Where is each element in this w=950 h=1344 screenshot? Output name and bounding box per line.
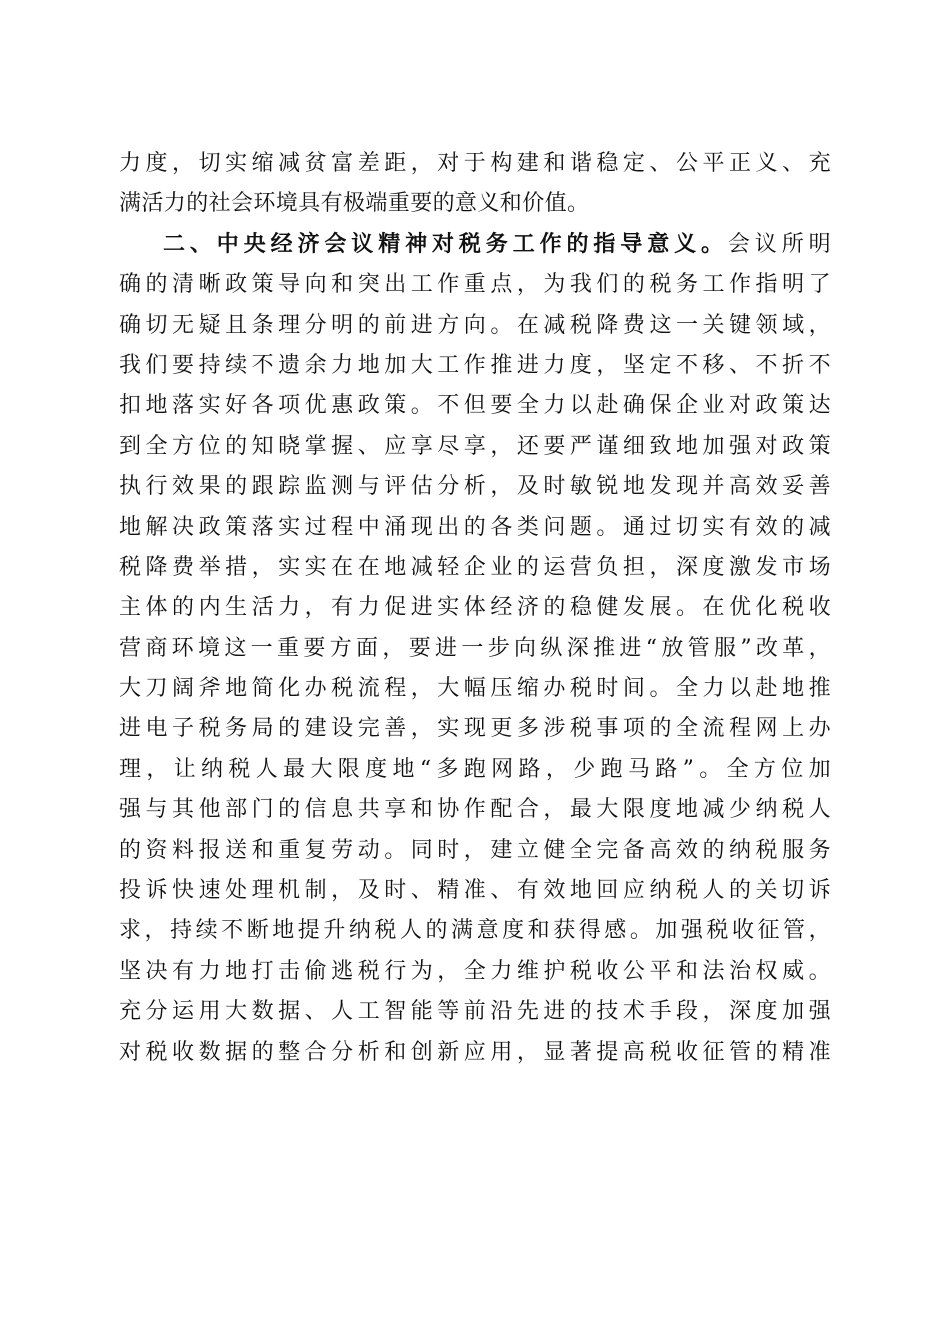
text-line: 扣地落实好各项优惠政策。不但要全力以赴确保企业对政策达 — [119, 393, 831, 419]
text-line: 确的清晰政策导向和突出工作重点，为我们的税务工作指明了 — [119, 272, 831, 298]
text-line: 到全方位的知晓掌握、应享尽享，还要严谨细致地加强对政策 — [119, 433, 831, 459]
text-line: 大刀阔斧地简化办税流程，大幅压缩办税时间。全力以赴地推 — [119, 676, 831, 702]
text-line: 的资料报送和重复劳动。同时，建立健全完备高效的纳税服务 — [119, 837, 831, 863]
text-line: 投诉快速处理机制，及时、精准、有效地回应纳税人的关切诉 — [119, 878, 831, 904]
paragraph-lead-text: 会议所明 — [727, 231, 831, 257]
text-line: 对税收数据的整合分析和创新应用，显著提高税收征管的精准 — [119, 1039, 831, 1065]
text-line: 力度，切实缩减贫富差距，对于构建和谐稳定、公平正义、充 — [119, 151, 831, 176]
text-line: 坚决有力地打击偷逃税行为，全力维护税收公平和法治权威。 — [119, 958, 831, 984]
text-line: 强与其他部门的信息共享和协作配合，最大限度地减少纳税人 — [119, 797, 831, 823]
section-heading-line — [119, 225, 831, 265]
text-line: 进电子税务局的建设完善，实现更多涉税事项的全流程网上办 — [119, 716, 831, 742]
text-line: 执行效果的跟踪监测与评估分析，及时敏锐地发现并高效妥善 — [119, 474, 831, 500]
text-line: 地解决政策落实过程中涌现出的各类问题。通过切实有效的减 — [119, 514, 831, 540]
section-heading: 二、中央经济会议精神对税务工作的指导意义。 — [163, 231, 728, 257]
text-line: 充分运用大数据、人工智能等前沿先进的技术手段，深度加强 — [119, 999, 831, 1025]
document-body — [119, 144, 831, 1073]
text-line: 营商环境这一重要方面，要进一步向纵深推进“放管服”改革， — [119, 635, 831, 661]
text-line: 确切无疑且条理分明的前进方向。在减税降费这一关键领域， — [119, 312, 831, 338]
text-line: 满活力的社会环境具有极端重要的意义和价值。 — [119, 191, 590, 217]
text-line: 税降费举措，实实在在地减轻企业的运营负担，深度激发市场 — [119, 554, 831, 580]
text-line: 理，让纳税人最大限度地“多跑网路，少跑马路”。全方位加 — [119, 756, 831, 782]
text-line: 我们要持续不遗余力地加大工作推进力度，坚定不移、不折不 — [119, 352, 831, 378]
text-line: 主体的内生活力，有力促进实体经济的稳健发展。在优化税收 — [119, 595, 831, 621]
text-line: 求，持续不断地提升纳税人的满意度和获得感。加强税收征管， — [119, 918, 831, 944]
